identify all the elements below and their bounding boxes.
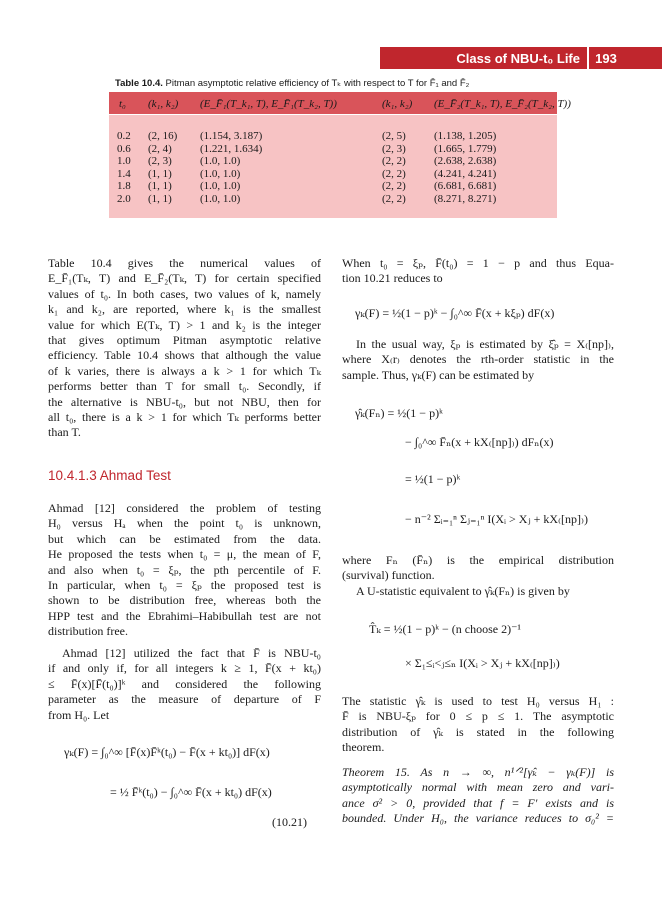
text-line: all t₀, there is a k > 1 for which Tₖ performs better xyxy=(48,409,321,424)
right-paragraph-2 xyxy=(342,337,614,383)
table-cell-t0: 1.0 xyxy=(117,155,131,167)
text-line: ≤ F̄(x)[F̄(t₀)]ᵏ and considered the following xyxy=(48,676,321,691)
text-line: and also when t₀ = ξₚ, the pth percentile of F. xyxy=(48,562,321,577)
table-cell-k-pair-2: (2, 2) xyxy=(382,155,406,167)
text-line: values of t₀. In both cases, two values of k, namely xyxy=(48,286,321,301)
equation-estimator-line-2: − ∫₀^∞ F̄ₙ(x + kX₍[np]₎) dFₙ(x) xyxy=(405,435,554,449)
table-cell-eff-2: (2.638, 2.638) xyxy=(434,155,497,167)
text-line: In the usual way, ξₚ is estimated by ξ̂ₚ = X₍[np]₎, xyxy=(356,337,614,351)
equation-estimator-line-1: γ̂ₖ(Fₙ) = ½(1 − p)ᵏ xyxy=(355,406,443,420)
text-line: from H₀. Let xyxy=(48,707,110,722)
table-cell-k-pair-2: (2, 2) xyxy=(382,167,406,180)
table-cell-t0: 2.0 xyxy=(117,192,131,205)
right-paragraph-5 xyxy=(342,694,614,756)
table-cell-eff-2: (1.665, 1.779) xyxy=(434,142,497,155)
table-cell-eff-1: (1.221, 1.634) xyxy=(200,142,263,155)
table-caption-text: Pitman asymptotic relative efficiency of Tₖ with respect to T for F̄₁ and F̄₂ xyxy=(165,78,470,89)
table-cell-t0: 1.4 xyxy=(117,167,131,180)
equation-estimator-line-4: − n⁻² Σᵢ₌₁ⁿ Σⱼ₌₁ⁿ I(Xᵢ > Xⱼ + kX₍[np]₎) xyxy=(405,512,588,526)
right-paragraph-1 xyxy=(342,256,614,287)
table-header-t0: t₀ xyxy=(119,98,126,110)
text-line: if and only if, for all integers k ≥ 1, F̄(x + kt₀) xyxy=(48,661,321,676)
table-cell-k-pair-1: (1, 1) xyxy=(148,167,172,180)
table-cell-eff-2: (4.241, 4.241) xyxy=(434,167,497,180)
equation-estimator-line-3: = ½(1 − p)ᵏ xyxy=(405,472,461,486)
text-line: E_F̄₁(Tₖ, T) and E_F̄₂(Tₖ, T) for certain specified xyxy=(48,271,321,286)
page-number: 193 xyxy=(595,51,617,66)
equation-reduced: γₖ(F) = ½(1 − p)ᵏ − ∫₀^∞ F̄(x + kξₚ) dF(x) xyxy=(355,306,555,320)
text-line: H₀ versus Hₐ when the point t₀ is unknown, xyxy=(48,516,321,531)
section-title: 10.4.1.3 Ahmad Test xyxy=(48,468,171,483)
left-paragraph-2 xyxy=(48,501,321,640)
text-line: where Fₙ (F̄ₙ) is the empirical distribution xyxy=(342,553,614,567)
theorem-line: bounded. Under H₀, the variance reduces to σ₀² = xyxy=(342,811,614,826)
table-header-eff-1: (E_F̄₁(T_k₁, T), E_F̄₁(T_k₂, T)) xyxy=(200,98,337,110)
table-cell-k-pair-1: (1, 1) xyxy=(148,180,172,192)
text-line: where X₍r₎ denotes the rth-order statistic in the xyxy=(342,352,614,367)
table-cell-eff-2: (6.681, 6.681) xyxy=(434,180,497,192)
table-header-k-pair-1: (k₁, k₂) xyxy=(148,98,179,110)
equation-u-statistic-line-2: × Σ₁≤ᵢ<ⱼ≤ₙ I(Xᵢ > Xⱼ + kX₍[np]₎) xyxy=(405,656,560,670)
right-paragraph-4 xyxy=(356,584,614,599)
text-line: The statistic γ̂ₖ is used to test H₀ versus H₁ : xyxy=(342,694,614,708)
text-line: parameter as the measure of departure of F xyxy=(48,692,321,707)
table-cell-k-pair-1: (2, 16) xyxy=(148,130,178,142)
text-line: F̄ is NBU-ξₚ for 0 ≤ p ≤ 1. The asymptotic xyxy=(342,709,614,724)
text-line: When t₀ = ξₚ, F̄(t₀) = 1 − p and thus Equa- xyxy=(342,256,614,270)
table-cell-k-pair-1: (2, 4) xyxy=(148,142,172,155)
table-cell-eff-1: (1.0, 1.0) xyxy=(200,180,241,192)
text-line: that gives optimum Pitman asymptotic relative xyxy=(48,332,321,347)
text-line: In particular, when t₀ = ξₚ the proposed test is xyxy=(48,577,321,592)
table-cell-eff-1: (1.154, 3.187) xyxy=(200,130,263,142)
right-paragraph-3 xyxy=(342,553,614,584)
text-line: performs better than T for small t₀. Secondly, if xyxy=(48,379,321,394)
theorem-15 xyxy=(342,765,614,827)
table-cell-k-pair-2: (2, 5) xyxy=(382,130,406,142)
table-caption xyxy=(115,78,595,89)
table-cell-t0: 0.2 xyxy=(117,130,131,142)
left-paragraph-1 xyxy=(48,256,321,441)
table-cell-t0: 1.8 xyxy=(117,180,131,192)
text-line: the alternative is NBU-t₀, but not NBU, then for xyxy=(48,394,321,409)
equation-number: (10.21) xyxy=(272,815,307,829)
table-cell-eff-2: (8.271, 8.271) xyxy=(434,192,497,205)
text-line: Ahmad [12] utilized the fact that F̄ is NBU-t₀ xyxy=(62,646,321,660)
theorem-line: asymptotically normal with mean zero and vari- xyxy=(342,780,614,795)
text-line: of k varies, there is always a k > 1 for which Tₖ xyxy=(48,363,321,378)
text-line: than T. xyxy=(48,425,81,440)
equation-gamma-k-continued: = ½ F̄ᵏ(t₀) − ∫₀^∞ F̄(x + kt₀) dF(x) xyxy=(110,785,272,799)
running-header-title: Class of NBU-t₀ Life Distribution xyxy=(456,51,580,86)
table-cell-t0: 0.6 xyxy=(117,142,131,155)
text-line: shown to be distribution free, whereas both the xyxy=(48,593,321,608)
text-line: distribution of γ̂ₖ is stated in the following xyxy=(342,724,614,739)
text-line: tion 10.21 reduces to xyxy=(342,271,443,286)
table-cell-eff-1: (1.0, 1.0) xyxy=(200,192,241,205)
header-separator xyxy=(587,47,589,69)
text-line: Table 10.4 gives the numerical values of xyxy=(48,256,321,270)
text-line: HPP test and the Ebrahimi–Habibullah test are not xyxy=(48,608,321,623)
text-line: Ahmad [12] considered the problem of testing xyxy=(48,501,321,515)
table-cell-k-pair-2: (2, 3) xyxy=(382,142,406,155)
left-paragraph-3 xyxy=(48,646,321,723)
text-line: efficiency. Table 10.4 shows that although the value xyxy=(48,348,321,363)
equation-u-statistic-line-1: T̂ₖ = ½(1 − p)ᵏ − (n choose 2)⁻¹ xyxy=(369,622,522,636)
table-cell-eff-1: (1.0, 1.0) xyxy=(200,167,241,180)
table-header-eff-2: (E_F̄₂(T_k₁, T), E_F̄₂(T_k₂, T)) xyxy=(434,98,571,110)
table-cell-k-pair-1: (1, 1) xyxy=(148,192,172,205)
table-cell-eff-2: (1.138, 1.205) xyxy=(434,130,497,142)
table-caption-label: Table 10.4. xyxy=(115,78,163,89)
text-line: value for which E(Tₖ, T) > 1 and k₂ is the integer xyxy=(48,317,321,332)
text-line: but which can be estimated from the data. xyxy=(48,531,321,546)
table-cell-eff-1: (1.0, 1.0) xyxy=(200,155,241,167)
text-line: He proposed the tests when t₀ = μ, the mean of F, xyxy=(48,547,321,562)
theorem-line: Theorem 15. As n → ∞, n¹ᐟ²[γ̂ₖ − γₖ(F)] is xyxy=(342,765,614,779)
text-line: distribution free. xyxy=(48,624,128,639)
table-cell-k-pair-2: (2, 2) xyxy=(382,192,406,205)
table-cell-k-pair-1: (2, 3) xyxy=(148,155,172,167)
table-cell-k-pair-2: (2, 2) xyxy=(382,180,406,192)
text-line: (survival) function. xyxy=(342,568,435,583)
text-line: theorem. xyxy=(342,740,385,755)
text-line: sample. Thus, γₖ(F) can be estimated by xyxy=(342,367,535,382)
table-header-k-pair-2: (k₁, k₂) xyxy=(382,98,413,110)
equation-gamma-k: γₖ(F) = ∫₀^∞ [F̄(x)F̄ᵏ(t₀) − F̄(x + kt₀)] dF(x) xyxy=(64,745,270,759)
text-line: A U-statistic equivalent to γ̂ₖ(Fₙ) is given by xyxy=(356,584,570,598)
theorem-line: ance σ² > 0, provided that f = F′ exists and is xyxy=(342,795,614,810)
text-line: k₁ and k₂, are reported, where k₁ is the smallest xyxy=(48,302,321,317)
